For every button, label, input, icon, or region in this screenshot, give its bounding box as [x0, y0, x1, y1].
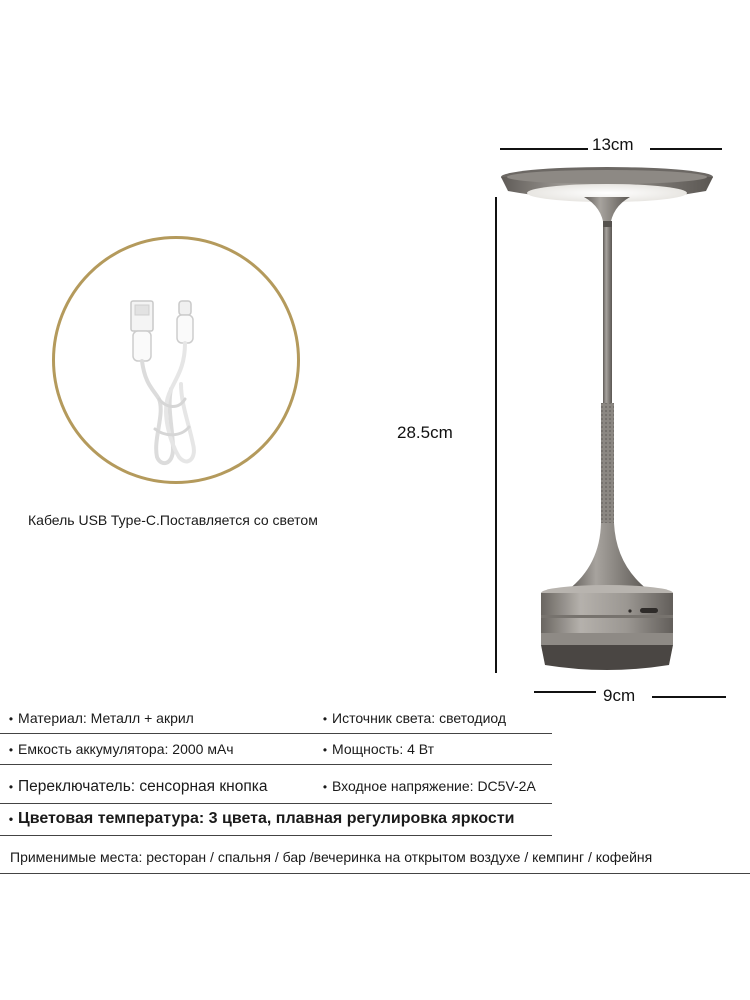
- spec-color-temp: • Цветовая температура: 3 цвета, плавная регулировка яркости: [8, 810, 515, 827]
- cable-caption: Кабель USB Type-C.Поставляется со светом: [28, 512, 318, 528]
- spec-row-1: [0, 708, 552, 734]
- usb-cable-image: [52, 236, 300, 484]
- spec-input-voltage: • Входное напряжение: DC5V-2A: [322, 778, 536, 794]
- divider: [0, 873, 750, 874]
- spec-row-2: [0, 739, 552, 765]
- spec-battery: • Емкость аккумулятора: 2000 мАч: [8, 741, 234, 757]
- usb-cable-icon: [55, 239, 297, 481]
- spec-material: • Материал: Металл + акрил: [8, 710, 194, 726]
- top-width-label: 13cm: [592, 135, 634, 154]
- spec-row-3: [0, 776, 552, 804]
- lamp-illustration: [480, 125, 740, 705]
- spec-places: Применимые места: ресторан / спальня / бар /вечеринка на открытом воздухе / кемпинг / кофейня: [10, 849, 653, 865]
- spec-power: • Мощность: 4 Вт: [322, 741, 435, 757]
- spec-light-source: • Источник света: светодиод: [322, 710, 507, 726]
- base-width-label: 9cm: [603, 686, 636, 705]
- spec-switch: • Переключатель: сенсорная кнопка: [8, 778, 268, 795]
- spec-row-4: [0, 808, 552, 836]
- height-label: 28.5cm: [397, 423, 453, 442]
